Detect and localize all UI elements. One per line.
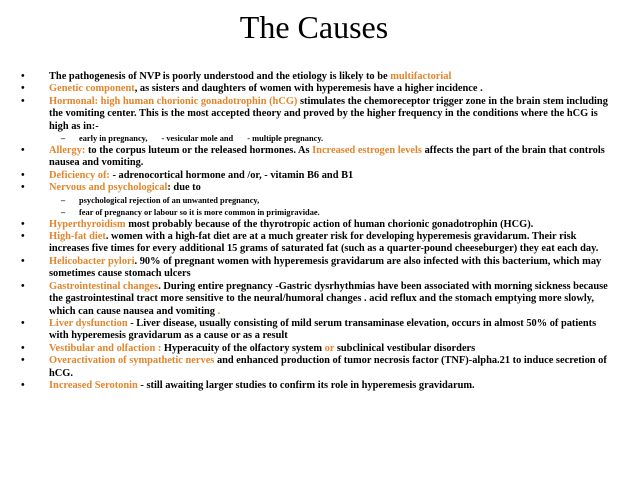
highlighted-term: Increased Serotonin — [49, 379, 138, 391]
bullet-text: - adrenocortical hormone and /or, - vitamin B6 and B1 — [109, 169, 354, 181]
bullet-marker: • — [21, 355, 25, 367]
bullet-marker: • — [21, 145, 25, 157]
highlighted-term: Allergy: — [49, 145, 86, 157]
bullet-marker: • — [21, 231, 25, 243]
bullet-item — [0, 281, 609, 318]
highlighted-term: High-fat diet — [49, 231, 106, 243]
bullet-text: , as sisters and daughters of women with hyperemesis have a higher incidence . — [134, 83, 483, 95]
highlighted-term: Nervous and psychological — [49, 182, 168, 194]
bullet-marker: • — [21, 280, 25, 292]
bullet-item — [0, 83, 609, 95]
bullet-item — [0, 145, 609, 170]
highlighted-term: Vestibular and olfaction : — [49, 342, 162, 354]
highlighted-term: Increased estrogen levels — [312, 145, 422, 157]
highlighted-term: Hyperthyroidism — [49, 218, 126, 230]
bullet-text: Hyperacuity of the olfactory system — [161, 342, 325, 354]
bullet-text: and enhanced production of tumor necrosis factor (TNF)-alpha.21 to induce secretion of hCG. — [49, 355, 607, 379]
dash-marker: – — [61, 195, 66, 205]
bullet-marker: • — [21, 169, 25, 181]
bullet-marker: • — [21, 379, 25, 391]
bullet-text: - still awaiting larger studies to confirm its role in hyperemesis gravidarum. — [137, 379, 475, 391]
highlighted-term: Helicobacter pylori — [49, 255, 135, 267]
bullet-item — [0, 231, 609, 256]
bullet-text: The pathogenesis of NVP is poorly understood and the etiology is likely to be — [49, 71, 391, 82]
highlighted-term: Liver dysfunction — [49, 317, 128, 329]
sub-bullet-text: fear of pregnancy or labour so it is more common in primigravidae. — [79, 207, 320, 217]
bullet-item — [0, 256, 609, 281]
bullet-marker: • — [21, 317, 25, 329]
bullet-item — [0, 219, 609, 231]
sub-bullet-text: - vesicular mole and — [161, 134, 234, 144]
bullet-item — [0, 343, 609, 355]
bullet-item — [0, 355, 609, 380]
bullet-text: subclinical vestibular disorders — [334, 342, 476, 354]
bullet-marker: • — [21, 95, 25, 107]
bullet-marker: • — [21, 182, 25, 194]
dash-marker: – — [61, 207, 66, 217]
bullet-marker: • — [21, 342, 25, 354]
dash-marker: – — [61, 134, 66, 144]
highlighted-term: Genetic component — [49, 83, 135, 95]
sub-bullet-text: early in pregnancy, — [79, 134, 148, 144]
bullet-item — [0, 380, 609, 392]
bullet-text: . 90% of pregnant women with hyperemesis gravidarum are also infected with this bacterium, which may sometimes cause stomach ulcers — [49, 255, 602, 280]
highlighted-term: Overactivation of sympathetic nerves — [49, 355, 215, 367]
bullet-text: : due to — [167, 182, 201, 194]
bullet-item — [0, 182, 609, 194]
bullet-text: most probably because of the thyrotropic action of human chorionic gonadotrophin (HCG). — [125, 218, 534, 230]
bullet-item — [0, 170, 609, 182]
sub-bullet-text: psychological rejection of an unwanted pregnancy, — [79, 195, 260, 205]
bullet-text: . women with a high-fat diet are at a much greater risk for developing hyperemesis gravidarum. Their risk increases five times for every additional 15 grams of saturated fat (such as a quarter-pound cheeseburger) they eat each day. — [49, 231, 599, 255]
bullet-item — [0, 71, 609, 83]
bullet-marker: • — [21, 255, 25, 267]
bullet-marker: • — [21, 218, 25, 230]
bullet-text: affects the part of the brain that controls nausea and vomiting. — [49, 145, 605, 169]
sub-bullet-text: - multiple pregnancy. — [247, 134, 324, 144]
bullet-item — [0, 318, 609, 343]
highlighted-term: or — [324, 342, 335, 354]
highlighted-term: Deficiency of: — [49, 169, 110, 181]
bullet-text: to the corpus luteum or the released hormones. As — [85, 145, 313, 157]
sub-bullet-item — [0, 195, 599, 207]
slide-title: The Causes — [239, 9, 389, 45]
bullet-text: - Liver disease, usually consisting of mild serum transaminase elevation, occurs in almost 50% of patients with hyperemesis gravidarum as a cause or as a result — [49, 317, 597, 342]
bullet-list — [0, 71, 638, 392]
highlighted-term: multifactorial — [390, 71, 452, 82]
sub-bullet-item — [0, 133, 599, 145]
highlighted-term: . — [217, 305, 221, 317]
bullet-marker: • — [21, 83, 25, 95]
highlighted-term: Gastrointestinal changes — [49, 280, 159, 292]
highlighted-term: Hormonal: high human chorionic gonadotrophin (hCG) — [49, 95, 298, 107]
sub-bullet-item — [0, 207, 599, 219]
bullet-item — [0, 96, 609, 133]
bullet-marker: • — [21, 71, 25, 82]
bullet-text: stimulates the chemoreceptor trigger zone in the brain stem including the vomiting center. This is the most accepted theory and proved by the higher frequency in the conditions where the hCG is high as in:- — [49, 95, 608, 132]
bullet-text: . During entire pregnancy -Gastric dysrhythmias have been associated with morning sickness because the gastrointestinal tract more sensitive to the neural/humoral changes . acid reflux and the stomach emptying more slowly, which can cause nausea and vomiting — [49, 280, 608, 317]
